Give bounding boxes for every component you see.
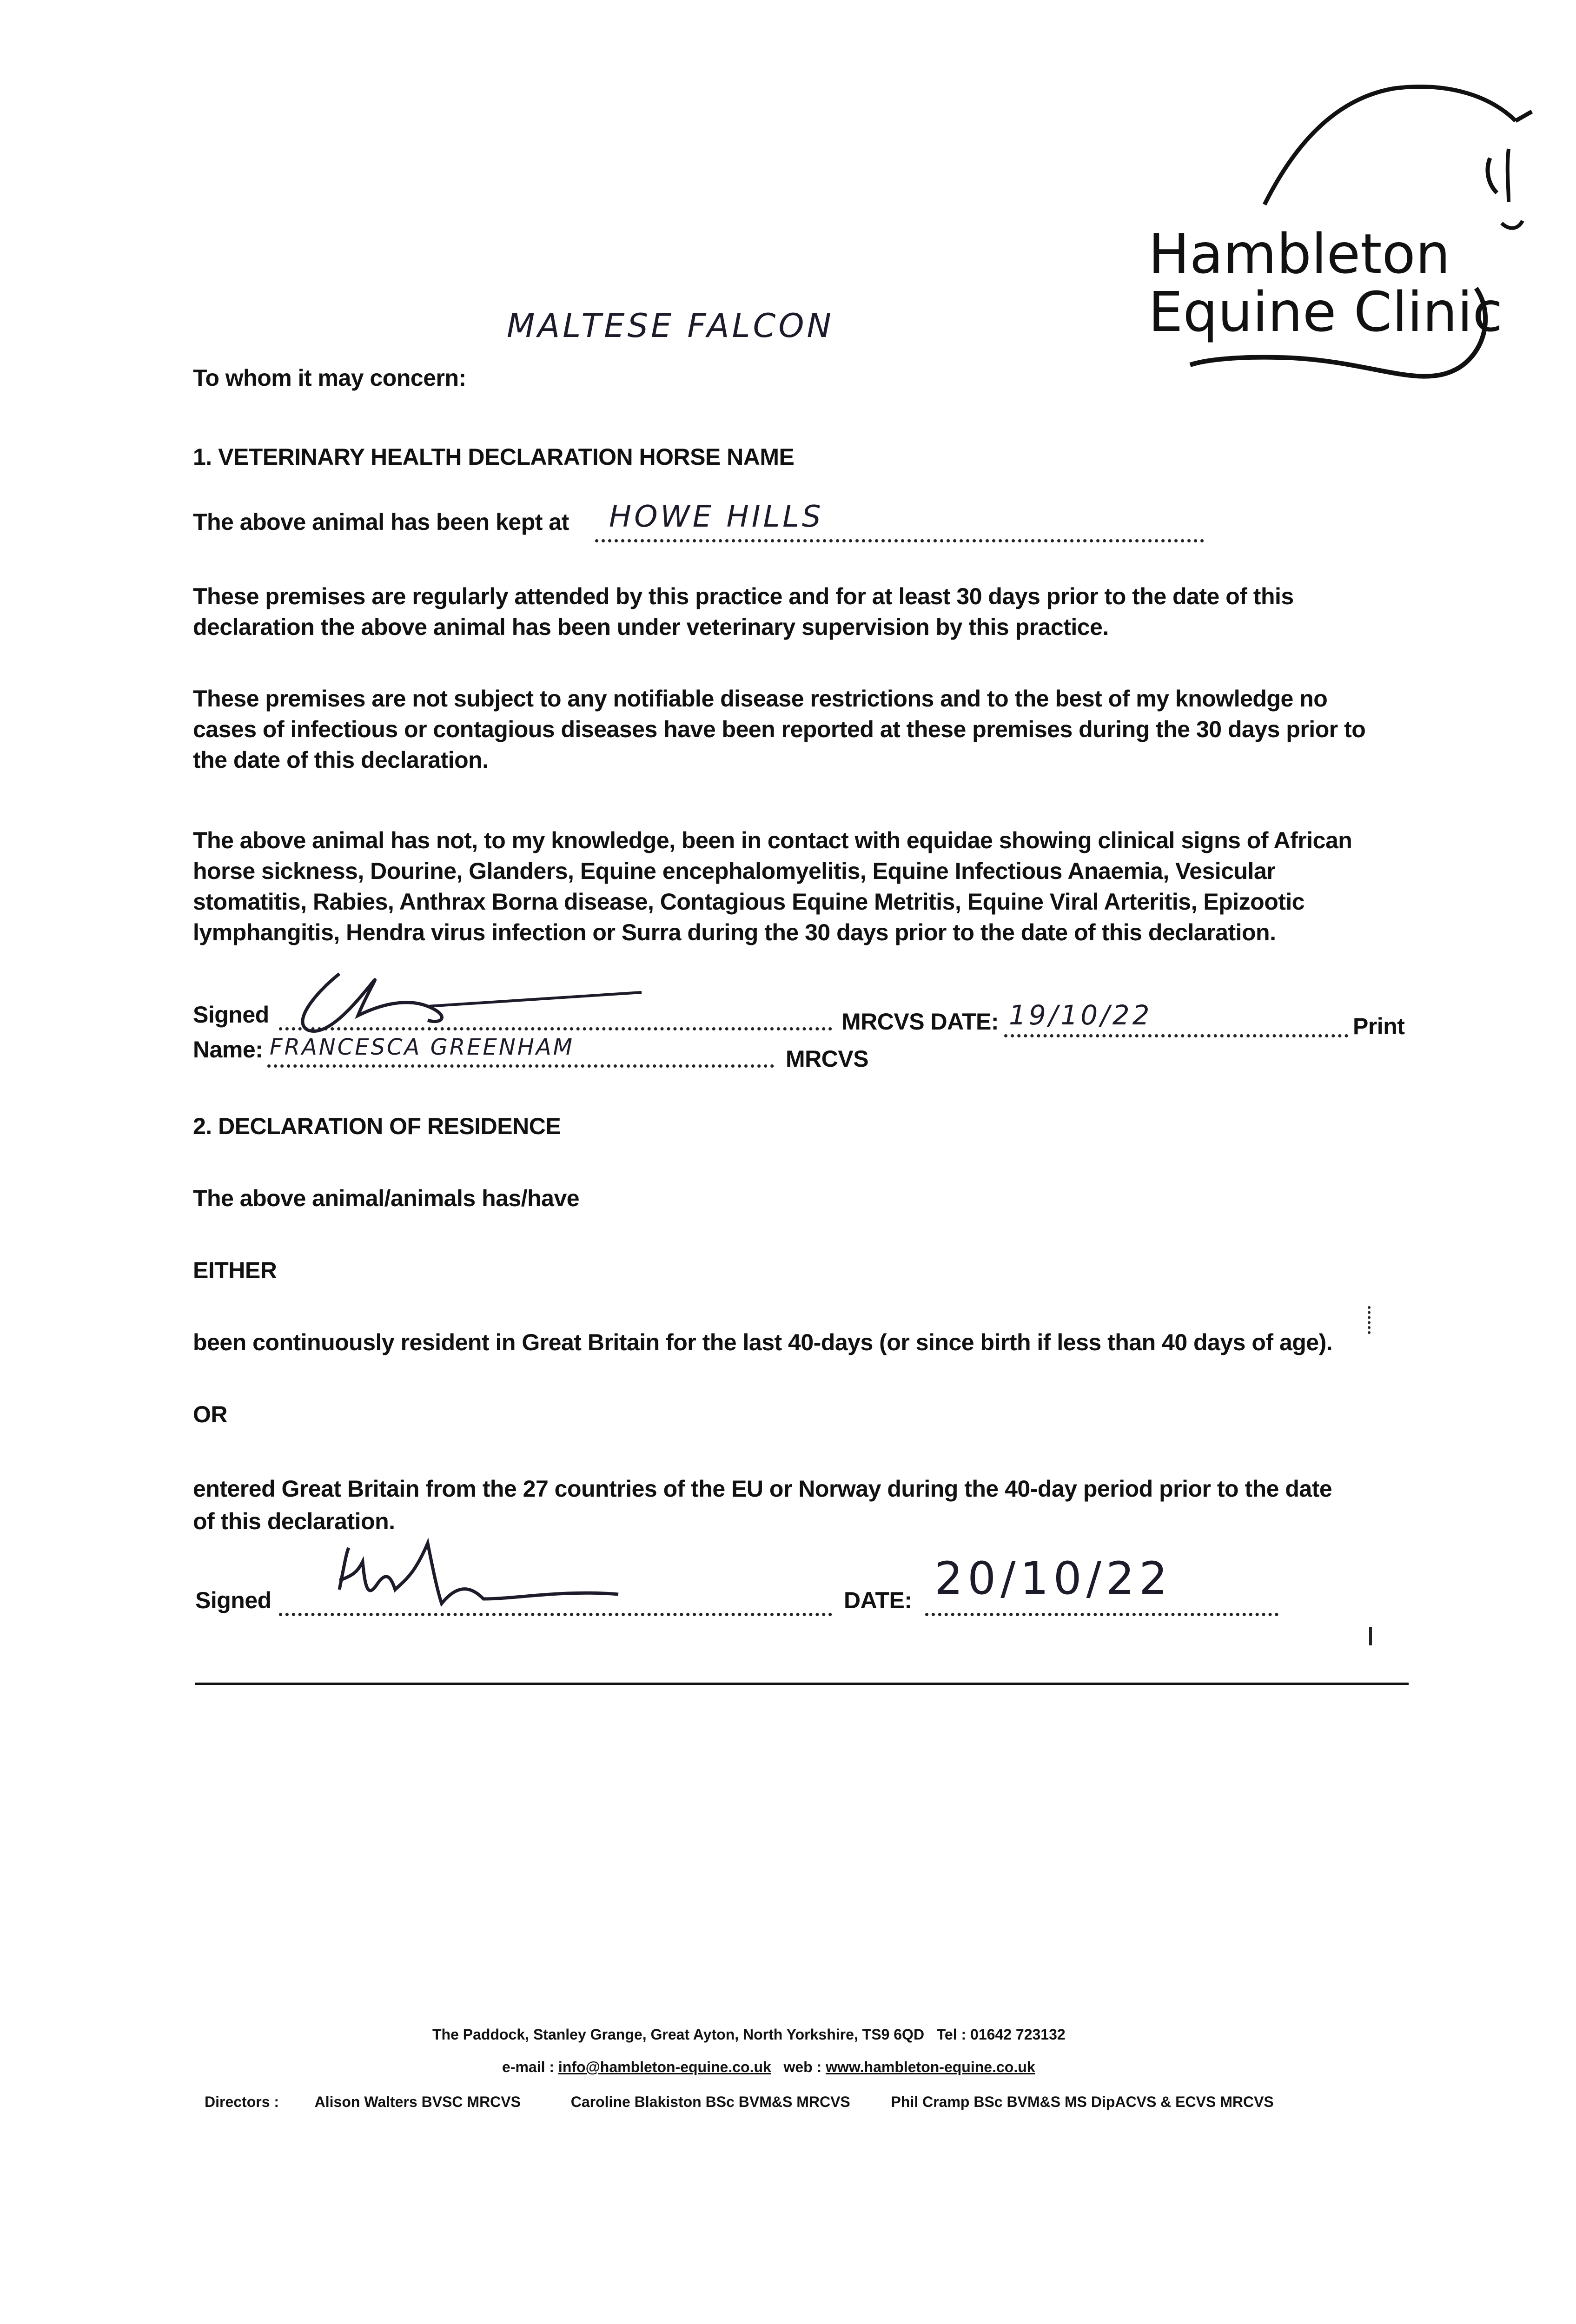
premises-handwritten: HOWE HILLS	[609, 500, 824, 534]
footer-tel: Tel : 01642 723132	[936, 2026, 1066, 2043]
section1-heading: 1. VETERINARY HEALTH DECLARATION HORSE NAME	[193, 444, 795, 470]
footer-address: The Paddock, Stanley Grange, Great Ayton, North Yorkshire, TS9 6QD	[432, 2026, 925, 2043]
footer-web-link[interactable]: www.hambleton-equine.co.uk	[826, 2059, 1035, 2075]
greeting: To whom it may concern:	[193, 365, 466, 391]
stray-mark	[1369, 1627, 1372, 1645]
horizontal-rule	[195, 1683, 1409, 1685]
option2-line1: entered Great Britain from the 27 countries of the EU or Norway during the 40-day period prior to the date	[193, 1476, 1332, 1502]
mrcvs-label: MRCVS	[786, 1046, 869, 1072]
footer-web-label: web :	[783, 2059, 822, 2075]
vet-print-name-handwritten: FRANCESCA GREENHAM	[270, 1034, 575, 1060]
logo-line-1: Hambleton	[1148, 222, 1450, 286]
residence-date-line	[925, 1613, 1278, 1616]
footer-director-2: Caroline Blakiston BSc BVM&S MRCVS	[570, 2093, 850, 2110]
vet-signed-label: Signed	[193, 1002, 269, 1028]
stray-mark	[1368, 1306, 1374, 1334]
name-line	[267, 1064, 774, 1068]
footer-director-1: Alison Walters BVSC MRCVS	[314, 2093, 521, 2110]
mrcvs-date-line	[1004, 1034, 1348, 1037]
para2-line1: These premises are not subject to any notifiable disease restrictions and to the best of my knowledge no	[193, 686, 1328, 712]
residence-date-label: DATE:	[844, 1587, 912, 1613]
footer-directors-label: Directors :	[205, 2093, 279, 2110]
para1-line1: These premises are regularly attended by this practice and for at least 30 days prior to the date of this	[193, 583, 1294, 609]
para3-line2: horse sickness, Dourine, Glanders, Equine encephalomyelitis, Equine Infectious Anaemia, Vesicular	[193, 858, 1276, 884]
either-label: EITHER	[193, 1257, 277, 1283]
option2-line2: of this declaration.	[193, 1508, 395, 1534]
or-label: OR	[193, 1401, 227, 1427]
kept-at-label: The above animal has been kept at	[193, 509, 569, 535]
section2-intro: The above animal/animals has/have	[193, 1185, 580, 1211]
mrcvs-date-label: MRCVS DATE:	[841, 1009, 999, 1035]
logo-line-2: Equine Clinic	[1148, 280, 1503, 344]
print-label: Print	[1353, 1013, 1405, 1039]
vet-signature	[274, 964, 656, 1043]
kept-at-line	[595, 539, 1204, 542]
option1-text: been continuously resident in Great Britain for the last 40-days (or since birth if less than 40 days of age).	[193, 1329, 1333, 1355]
para2-line3: the date of this declaration.	[193, 747, 489, 773]
residence-signature	[321, 1529, 646, 1622]
footer-director-3: Phil Cramp BSc BVM&S MS DipACVS & ECVS MRCVS	[891, 2093, 1274, 2110]
residence-signed-label: Signed	[195, 1587, 271, 1613]
footer-directors-line	[205, 2092, 1274, 2112]
para3-line4: lymphangitis, Hendra virus infection or Surra during the 30 days prior to the date of this declaration.	[193, 919, 1276, 945]
para2-line2: cases of infectious or contagious diseases have been reported at these premises during the 30 days prior to	[193, 716, 1366, 742]
para3-line1: The above animal has not, to my knowledge, been in contact with equidae showing clinical signs of African	[193, 827, 1352, 853]
vet-date-handwritten: 19/10/22	[1009, 999, 1152, 1031]
footer-address-line	[432, 2024, 1066, 2045]
para3-line3: stomatitis, Rabies, Anthrax Borna disease, Contagious Equine Metritis, Equine Viral Arteritis, Epizootic	[193, 889, 1305, 915]
horse-name-handwritten: MALTESE FALCON	[507, 307, 834, 345]
footer-email-label: e-mail :	[502, 2059, 555, 2075]
clinic-logo	[1097, 70, 1534, 386]
para1-line2: declaration the above animal has been under veterinary supervision by this practice.	[193, 614, 1109, 640]
footer-email-link[interactable]: info@hambleton-equine.co.uk	[558, 2059, 771, 2075]
footer-contact-line	[502, 2057, 1035, 2077]
section2-heading: 2. DECLARATION OF RESIDENCE	[193, 1113, 561, 1139]
residence-date-handwritten: 20/10/22	[934, 1552, 1172, 1604]
name-label: Name:	[193, 1037, 263, 1063]
